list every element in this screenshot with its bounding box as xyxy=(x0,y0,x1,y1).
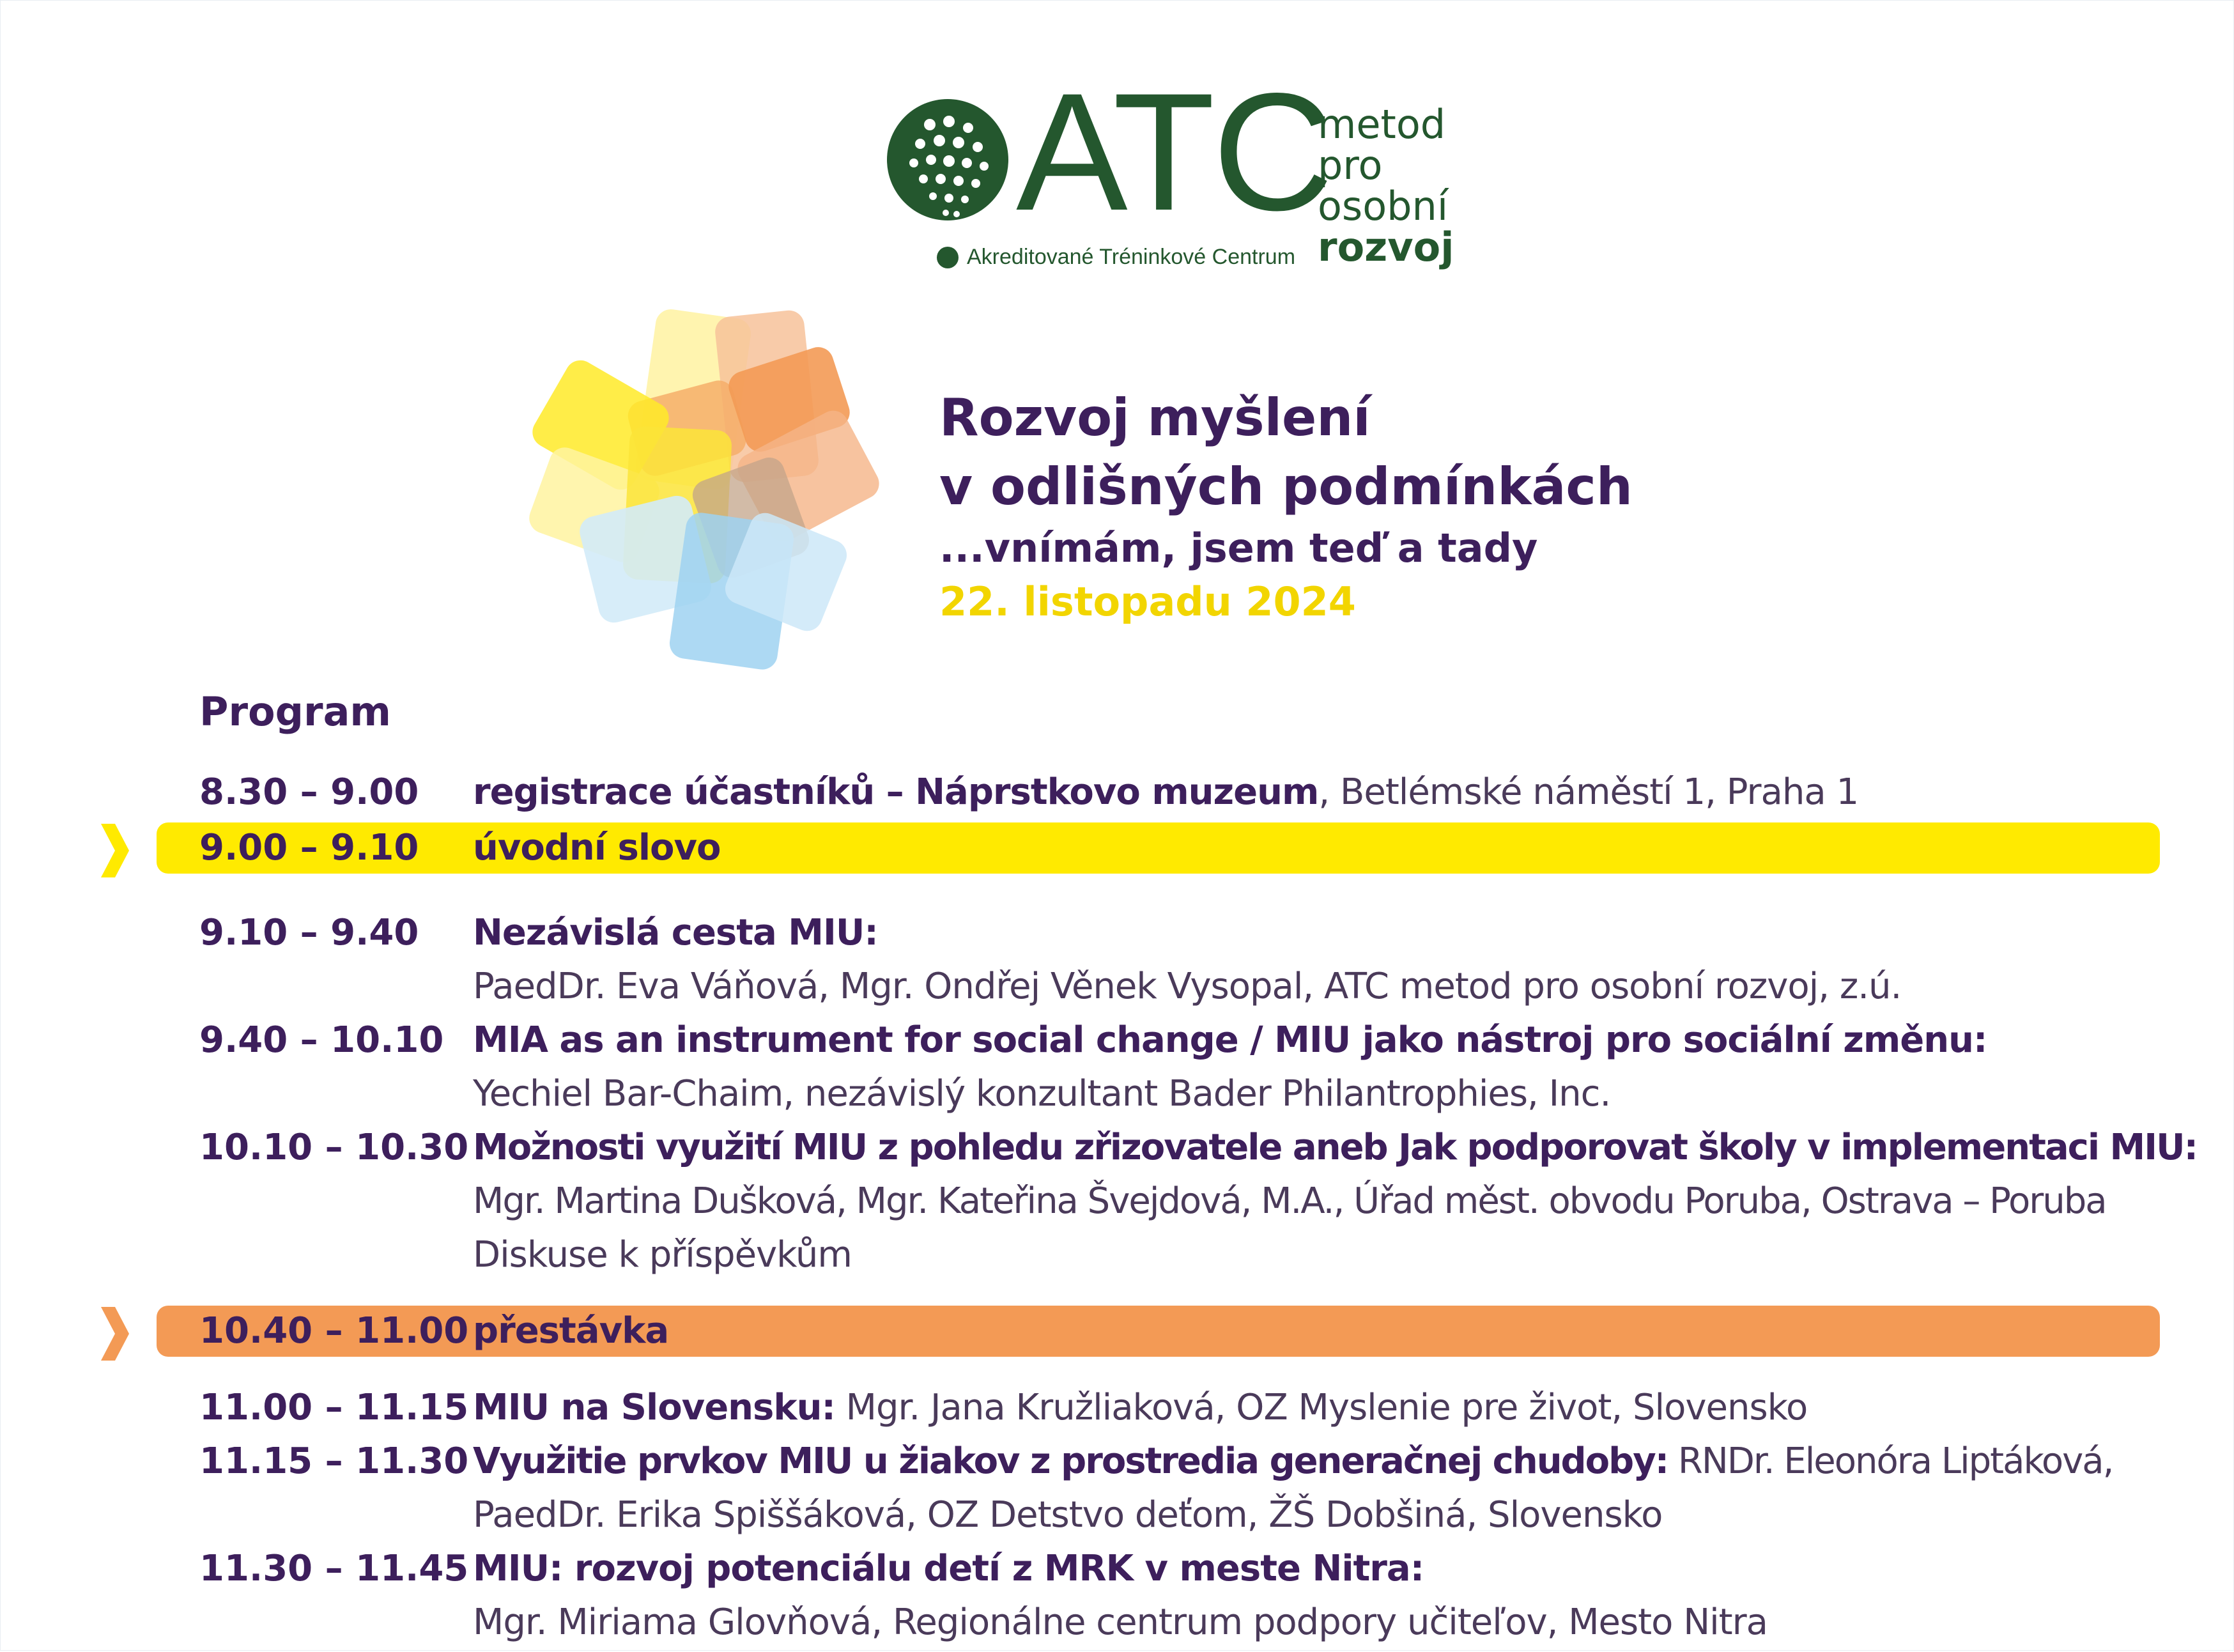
program-time: 9.00 – 9.10 xyxy=(199,827,419,868)
event-header xyxy=(939,383,1633,629)
program-title: MIA as an instrument for social change / MIU jako nástroj pro sociální změnu: xyxy=(473,1019,1987,1061)
program-title: MIU na Slovensku: xyxy=(473,1387,835,1428)
logo-tagline xyxy=(1318,101,1454,270)
program-title: registrace účastníků – Náprstkovo muzeum xyxy=(473,771,1319,813)
program-description xyxy=(473,1122,2197,1173)
program-description xyxy=(473,1015,1987,1066)
program-item-continuation xyxy=(0,1490,2234,1545)
program-detail: , Betlémské náměstí 1, Praha 1 xyxy=(1318,771,1859,813)
program-item-continuation xyxy=(0,961,2234,1016)
program-title: MIU: rozvoj potenciálu detí z MRK v meste Nitra: xyxy=(473,1548,1424,1589)
program-item xyxy=(0,1015,2234,1070)
program-speakers: PaedDr. Eva Váňová, Mgr. Ondřej Věnek Vysopal, ATC metod pro osobní rozvoj, z.ú. xyxy=(473,966,1902,1007)
program-time: 10.40 – 11.00 xyxy=(199,1310,469,1352)
program-item xyxy=(0,1382,2234,1437)
highlight-band xyxy=(157,822,2160,874)
program-item-highlight xyxy=(0,822,2234,877)
logo-subtitle: Akreditované Tréninkové Centrum xyxy=(967,245,1296,269)
program-item xyxy=(0,767,2234,822)
logo-wordmark: ATC xyxy=(1016,58,1331,245)
program-time: 11.00 – 11.15 xyxy=(199,1387,469,1428)
program-note: Diskuse k příspěvkům xyxy=(473,1234,852,1276)
chevron-right-icon xyxy=(97,1303,133,1364)
program-item xyxy=(0,1436,2234,1491)
program-time: 10.10 – 10.30 xyxy=(199,1127,469,1168)
program-speakers: Mgr. Miriama Glovňová, Regionálne centrum podpory učiteľov, Mesto Nitra xyxy=(473,1602,1768,1643)
program-speakers: PaedDr. Erika Spiššáková, OZ Detstvo deťom, ŽŠ Dobšiná, Slovensko xyxy=(473,1494,1663,1536)
program-title: Možnosti využití MIU z pohledu zřizovatele aneb Jak podporovat školy v implementaci MIU: xyxy=(473,1127,2197,1168)
flower-graphic xyxy=(524,300,920,684)
event-tagline: ...vnímám, jsem teď a tady xyxy=(939,525,1538,571)
program-item-continuation xyxy=(0,1230,2234,1285)
program-speakers: Yechiel Bar-Chaim, nezávislý konzultant Bader Philantrophies, Inc. xyxy=(473,1073,1611,1115)
program-description xyxy=(473,822,720,874)
program-time: 8.30 – 9.00 xyxy=(199,771,419,813)
program-item-highlight xyxy=(0,1306,2234,1361)
program-item-continuation xyxy=(0,1597,2234,1652)
program-detail: RNDr. Eleonóra Liptáková, xyxy=(1668,1440,2113,1482)
chevron-right-icon xyxy=(97,820,133,881)
logo-word: rozvoj xyxy=(1318,224,1454,270)
program-time: 11.15 – 11.30 xyxy=(199,1440,469,1482)
logo-word: metod xyxy=(1318,101,1446,148)
program-description xyxy=(473,1436,2113,1487)
program-item xyxy=(0,1543,2234,1598)
program-speakers: Mgr. Martina Dušková, Mgr. Kateřina Švejdová, M.A., Úřad měst. obvodu Poruba, Ostrava – Poruba xyxy=(473,1180,2106,1222)
event-title-line2: v odlišných podmínkách xyxy=(939,457,1633,516)
program-detail: Mgr. Jana Kružliaková, OZ Myslenie pre život, Slovensko xyxy=(835,1387,1808,1428)
program-description xyxy=(473,1382,1807,1433)
program-time: 9.40 – 10.10 xyxy=(199,1019,444,1061)
program-description xyxy=(473,1543,1424,1594)
program-description xyxy=(473,767,1858,818)
program-time: 11.30 – 11.45 xyxy=(199,1548,469,1589)
program-time: 9.10 – 9.40 xyxy=(199,912,419,953)
program-description xyxy=(473,1306,668,1357)
program-title: Využitie prvkov MIU u žiakov z prostredia generačnej chudoby: xyxy=(473,1440,1668,1482)
program-title: úvodní slovo xyxy=(473,827,721,868)
program-heading: Program xyxy=(199,688,392,735)
program-item-continuation xyxy=(0,1069,2234,1123)
program-description xyxy=(473,907,878,959)
event-title-line1: Rozvoj myšlení xyxy=(939,388,1371,447)
program-title: Nezávislá cesta MIU: xyxy=(473,912,878,953)
program-title: přestávka xyxy=(473,1310,669,1352)
event-date: 22. listopadu 2024 xyxy=(939,578,1356,625)
program-item-continuation xyxy=(0,1176,2234,1231)
program-item xyxy=(0,1122,2234,1177)
logo-word: osobní xyxy=(1318,183,1449,229)
logo-word: pro xyxy=(1318,142,1383,189)
program-item xyxy=(0,907,2234,962)
atc-logo xyxy=(885,58,1460,278)
